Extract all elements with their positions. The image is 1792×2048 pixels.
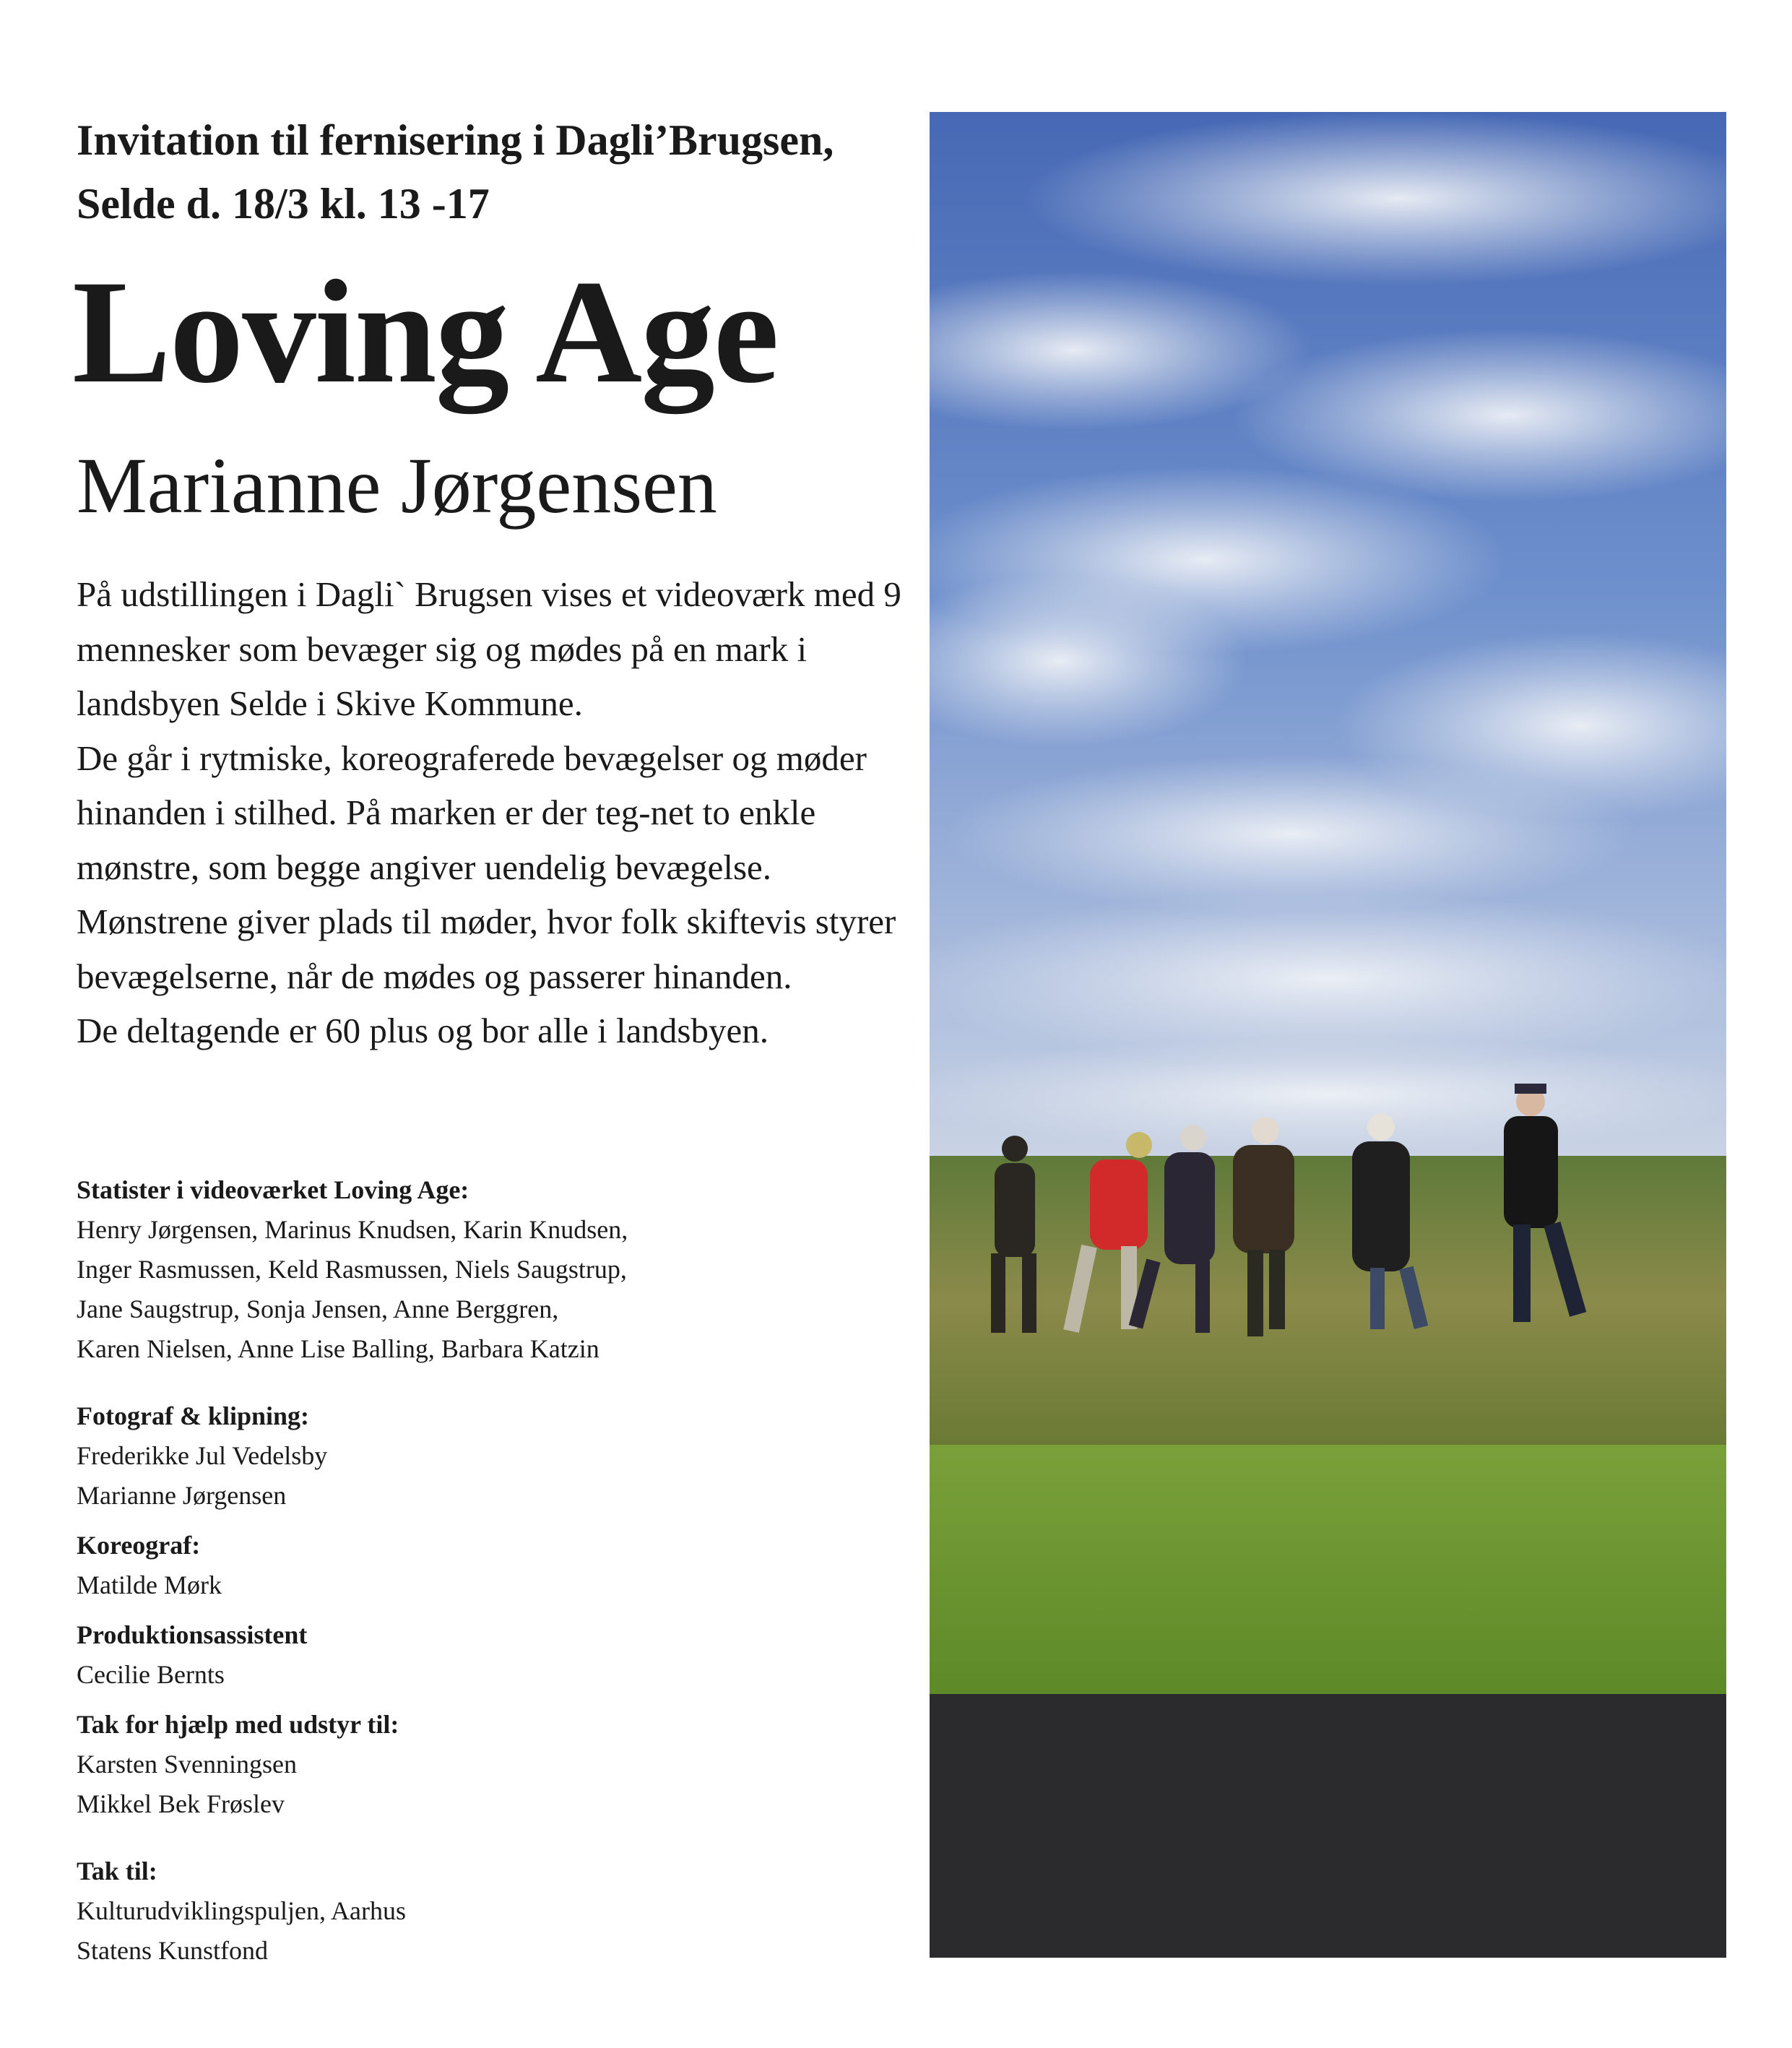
extras-line-1: Henry Jørgensen, Marinus Knudsen, Karin Knudsen, [77,1215,628,1244]
description [77,567,907,1058]
extras-line-4: Karen Nielsen, Anne Lise Balling, Barbara Katzin [77,1334,600,1363]
exhibition-title: Loving Age [72,250,778,414]
choreographer-name: Matilde Mørk [77,1570,222,1599]
description-paragraph-3: De deltagende er 60 plus og bor alle i landsbyen. [77,1011,769,1050]
invitation-line-1: Invitation til fernisering i Dagli’Brugsen, [77,116,834,164]
photographer-label: Fotograf & klipning: [77,1401,310,1430]
description-paragraph-2: De går i rytmiske, koreograferede bevægelser og møder hinanden i stilhed. På marken er der teg-net to enkle mønstre, som begge angiver uendelig bevægelse. Mønstrene giver plads til møder, hvor folk skiftevis styrer bevægelserne, når de mødes og passerer hinanden. [77,738,896,996]
field-photo [930,112,1726,1958]
equipment-thanks-name-1: Karsten Svenningsen [77,1750,297,1779]
thanks-name-2: Statens Kunstfond [77,1936,268,1965]
thanks-name-1: Kulturudviklingspuljen, Aarhus [77,1896,406,1925]
credits [77,1170,907,1971]
extras-line-3: Jane Saugstrup, Sonja Jensen, Anne Berggren, [77,1295,559,1323]
choreographer-label: Koreograf: [77,1531,201,1560]
equipment-thanks-name-2: Mikkel Bek Frøslev [77,1789,285,1818]
invitation-line-2: Selde d. 18/3 kl. 13 -17 [77,180,490,228]
description-paragraph-1: På udstillingen i Dagli` Brugsen vises et videoværk med 9 mennesker som bevæger sig og mødes på en mark i landsbyen Selde i Skive Kommune. [77,574,901,723]
field-photo-illustration [930,112,1726,1958]
artist-name: Marianne Jørgensen [77,441,717,530]
production-assistant-name: Cecilie Bernts [77,1660,225,1689]
invitation-heading [77,108,907,236]
extras-line-2: Inger Rasmussen, Keld Rasmussen, Niels Saugstrup, [77,1255,627,1284]
photographer-name-1: Frederikke Jul Vedelsby [77,1441,328,1470]
production-assistant-label: Produktionsassistent [77,1620,308,1649]
thanks-label: Tak til: [77,1857,157,1885]
equipment-thanks-label: Tak for hjælp med udstyr til: [77,1710,399,1739]
photographer-name-2: Marianne Jørgensen [77,1481,287,1510]
extras-label: Statister i videoværket Loving Age: [77,1175,469,1204]
